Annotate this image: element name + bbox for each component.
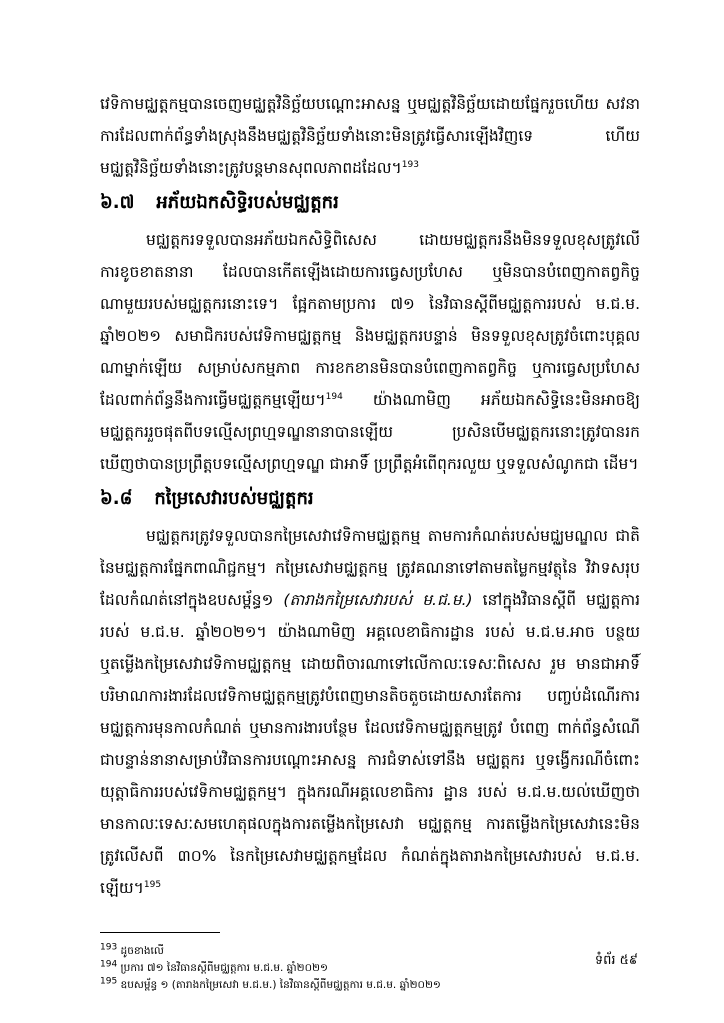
section-6-7-paragraph (100, 224, 640, 480)
footnote-number: 194 (100, 959, 118, 970)
section-number: ៦.៧ (100, 192, 135, 213)
footnote-195 (100, 977, 640, 994)
page-content (100, 88, 640, 994)
footnote-text: ប្រការ ៧១ នៃវិធានស្ដីពីមជ្ឈត្តការ ម.ជ.ម. ឆ្នាំ២០២១ (120, 962, 328, 974)
footnote-ref-194[interactable]: 194 (325, 391, 343, 402)
section-title: អភ័យឯកសិទ្ធិរបស់មជ្ឈត្តករ (156, 192, 339, 213)
paragraph-text: មជ្ឈត្តករទទួលបានអភ័យឯកសិទ្ធិពិសេស ដោយមជ្ឈត្តករនឹងមិនទទួលខុសត្រូវលើ ការខូចខាតនានា ដែលបានកើតឡើងដោយការធ្វេសប្រហែស ឬមិនបានបំពេញកាតព្វកិច្ច ណាមួយរបស់មជ្ឈត្តករនោះទេ។ ផ្អែកតាមប្រការ ៧១ នៃវិធានស្ដីពីមជ្ឈត្តការរបស់ ម.ជ.ម. ឆ្នាំ២០២១ សមាជិករបស់វេទិកាមជ្ឈត្តកម្ម និងមជ្ឈត្តករបន្ទាន់ មិនទទួលខុសត្រូវចំពោះបុគ្គល ណាម្នាក់ឡើយ សម្រាប់សកម្មភាព ការខកខានមិនបានបំពេញកាតព្វកិច្ច ឬការធ្វេសប្រហែស ដែលពាក់ព័ន្ធនឹងការធ្វើមជ្ឈត្តកម្មឡើយ។ (100, 231, 640, 409)
footnote-ref-193[interactable]: 193 (401, 159, 419, 170)
section-heading-6-7 (100, 186, 640, 220)
section-heading-6-8 (100, 482, 640, 516)
section-title: កម្រៃសេវារបស់មជ្ឈត្តករ (154, 488, 314, 509)
footnote-193 (100, 943, 640, 960)
footnote-divider (100, 932, 220, 933)
paragraph-text: មជ្ឈត្តករត្រូវទទួលបានកម្រៃសេវាវេទិកាមជ្ឈត្តកម្ម តាមការកំណត់របស់មជ្ឈមណ្ឌល ជាតិនៃមជ្ឈត្តការផ្នែកពាណិជ្ជកម្ម។ កម្រៃសេវាមជ្ឈត្តកម្ម ត្រូវគណនាទៅតាមតម្លៃកម្មវត្ថុនៃ វិវាទសរុប ដែលកំណត់នៅក្នុងឧបសម្ព័ន្ធ១ (100, 527, 640, 609)
footnote-194 (100, 960, 640, 977)
footnote-text: ឧបសម្ព័ន្ធ ១ (តារាងកម្រៃសេវា ម.ជ.ម.) នៃវិធានស្ដីពីមជ្ឈត្តការ ម.ជ.ម. ឆ្នាំ២០២១ (120, 979, 441, 991)
page-number: ទំព័រ ៥៩ (594, 953, 638, 968)
footnote-number: 193 (100, 942, 118, 953)
intro-text: វេទិកាមជ្ឈត្តកម្មបានចេញមជ្ឈត្តវិនិច្ឆ័យបណ្ដោះអាសន្ន ឬមជ្ឈត្តវិនិច្ឆ័យដោយផ្នែករួចហើយ សវនាការដែលពាក់ព័ន្ធទាំងស្រុងនឹងមជ្ឈត្តវិនិច្ឆ័យទាំងនោះមិនត្រូវធ្វើសារឡើងវិញទេ ហើយ មជ្ឈត្តវិនិច្ឆ័យទាំងនោះត្រូវបន្តមានសុពលភាពដដែល។ (100, 95, 640, 177)
section-number: ៦.៨ (100, 488, 133, 509)
annex-title-italic: (តារាងកម្រៃសេវារបស់ ម.ជ.ម.) (283, 591, 473, 609)
intro-paragraph (100, 88, 640, 184)
footnote-ref-195[interactable]: 195 (143, 879, 162, 890)
footnote-text: ដូចខាងលើ (120, 945, 164, 957)
paragraph-text-continued: យ៉ាងណាមិញ អភ័យឯកសិទ្ធិនេះមិនអាចឱ្យ មជ្ឈត្តកររួចផុតពីបទល្មើសព្រហ្មទណ្ឌនានាបានឡើយ ប្រសិនបើមជ្ឈត្តករនោះត្រូវបានរក ឃើញថាបានប្រព្រឹត្តបទល្មើសព្រហ្មទណ្ឌ ជាអាទិ៍ ប្រព្រឹត្តអំពើពុករលួយ ឬទទួលសំណូកជា ដើម។ (100, 391, 640, 473)
footnote-number: 195 (100, 976, 118, 987)
paragraph-text-continued: នៅក្នុងវិធានស្ដីពី មជ្ឈត្តការ របស់ ម.ជ.ម. ឆ្នាំ២០២១។ យ៉ាងណាមិញ អគ្គលេខាធិការដ្ឋាន របស់ ម.ជ.ម.អាច បន្ថយ ឬតម្លើងកម្រៃសេវាវេទិកាមជ្ឈត្តកម្ម ដោយពិចារណាទៅលើកាលៈទេសៈពិសេស រួម មានជាអាទិ៍ បរិមាណការងារដែលវេទិកាមជ្ឈត្តកម្មត្រូវបំពេញមានតិចតួចដោយសារតែការ បញ្ចប់ដំណើរការមជ្ឈត្តការមុនកាលកំណត់ ឬមានការងារបន្ថែម ដែលវេទិកាមជ្ឈត្តកម្មត្រូវ បំពេញ ពាក់ព័ន្ធសំណើជាបន្ទាន់នានាសម្រាប់វិធានការបណ្ដោះអាសន្ន ការជំទាស់ទៅនឹង មជ្ឈត្តករ ឬទង្វើករណីចំពោះយុត្តាធិការរបស់វេទិកាមជ្ឈត្តកម្ម។ ក្នុងករណីអគ្គលេខាធិការ ដ្ឋាន របស់ ម.ជ.ម.យល់ឃើញថាមានកាលៈទេសៈសមហេតុផលក្នុងការតម្លើងកម្រៃសេវា មជ្ឈត្តកម្ម ការតម្លើងកម្រៃសេវានេះមិនត្រូវលើសពី ៣០% នៃកម្រៃសេវាមជ្ឈត្តកម្មដែល កំណត់ក្នុងតារាងកម្រៃសេវារបស់ ម.ជ.ម. ឡើយ។ (100, 591, 640, 897)
section-6-8-paragraph (100, 520, 640, 904)
